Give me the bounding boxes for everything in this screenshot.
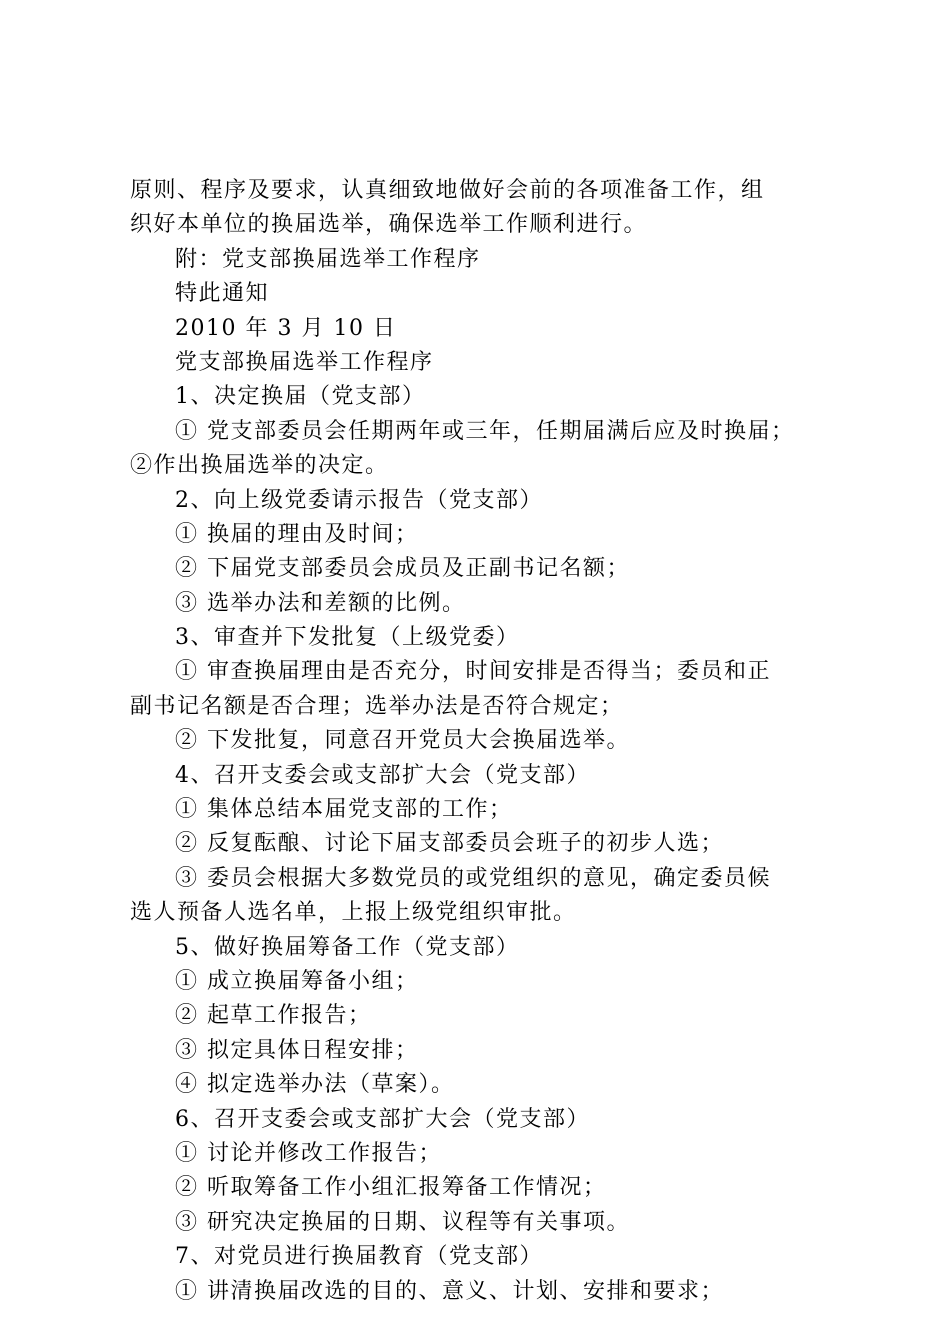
step-item: 副书记名额是否合理；选举办法是否符合规定； — [130, 693, 624, 719]
step-item: ③ 委员会根据大多数党员的或党组织的意见，确定委员候 — [175, 865, 771, 891]
step-item: ③ 研究决定换届的日期、议程等有关事项。 — [175, 1209, 630, 1235]
step-item: ② 听取筹备工作小组汇报筹备工作情况； — [175, 1175, 607, 1201]
step-item: ① 审查换届理由是否充分，时间安排是否得当；委员和正 — [175, 659, 771, 685]
step-item: ② 下发批复，同意召开党员大会换届选举。 — [175, 728, 630, 754]
step-heading: 2、向上级党委请示报告（党支部） — [175, 487, 543, 513]
text-line: 原则、程序及要求，认真细致地做好会前的各项准备工作，组 — [130, 178, 765, 203]
step-item: ② 下届党支部委员会成员及正副书记名额； — [175, 556, 630, 582]
document-date: 2010 年 3 月 10 日 — [175, 315, 397, 341]
step-item: ③ 选举办法和差额的比例。 — [175, 590, 466, 616]
step-item: 选人预备人选名单，上报上级党组织审批。 — [130, 900, 577, 926]
step-heading: 1、决定换届（党支部） — [175, 384, 426, 410]
step-item: ① 换届的理由及时间； — [175, 521, 419, 547]
step-item: ① 讲清换届改选的目的、意义、计划、安排和要求； — [175, 1278, 724, 1304]
step-heading: 4、召开支委会或支部扩大会（党支部） — [175, 762, 590, 788]
step-item: ②作出换届选举的决定。 — [130, 453, 389, 479]
step-heading: 5、做好换届筹备工作（党支部） — [175, 934, 520, 960]
step-heading: 7、对党员进行换届教育（党支部） — [175, 1244, 543, 1270]
step-item: ① 集体总结本届党支部的工作； — [175, 797, 513, 823]
step-item: ② 反复酝酿、讨论下届支部委员会班子的初步人选； — [175, 831, 724, 857]
step-heading: 3、审查并下发批复（上级党委） — [175, 625, 520, 651]
step-item: ① 讨论并修改工作报告； — [175, 1140, 442, 1166]
text-line: 织好本单位的换届选举，确保选举工作顺利进行。 — [130, 212, 648, 238]
notice-closing: 特此通知 — [175, 281, 270, 307]
step-item: ① 党支部委员会任期两年或三年，任期届满后应及时换届； — [175, 418, 795, 444]
step-heading: 6、召开支委会或支部扩大会（党支部） — [175, 1106, 590, 1132]
attachment-line: 附：党支部换届选举工作程序 — [175, 246, 481, 272]
step-item: ④ 拟定选举办法（草案）。 — [175, 1072, 455, 1098]
document-body — [130, 174, 830, 1309]
step-item: ① 成立换届筹备小组； — [175, 968, 419, 994]
step-item: ③ 拟定具体日程安排； — [175, 1037, 419, 1063]
section-title: 党支部换届选举工作程序 — [175, 349, 434, 375]
step-item: ② 起草工作报告； — [175, 1003, 372, 1029]
